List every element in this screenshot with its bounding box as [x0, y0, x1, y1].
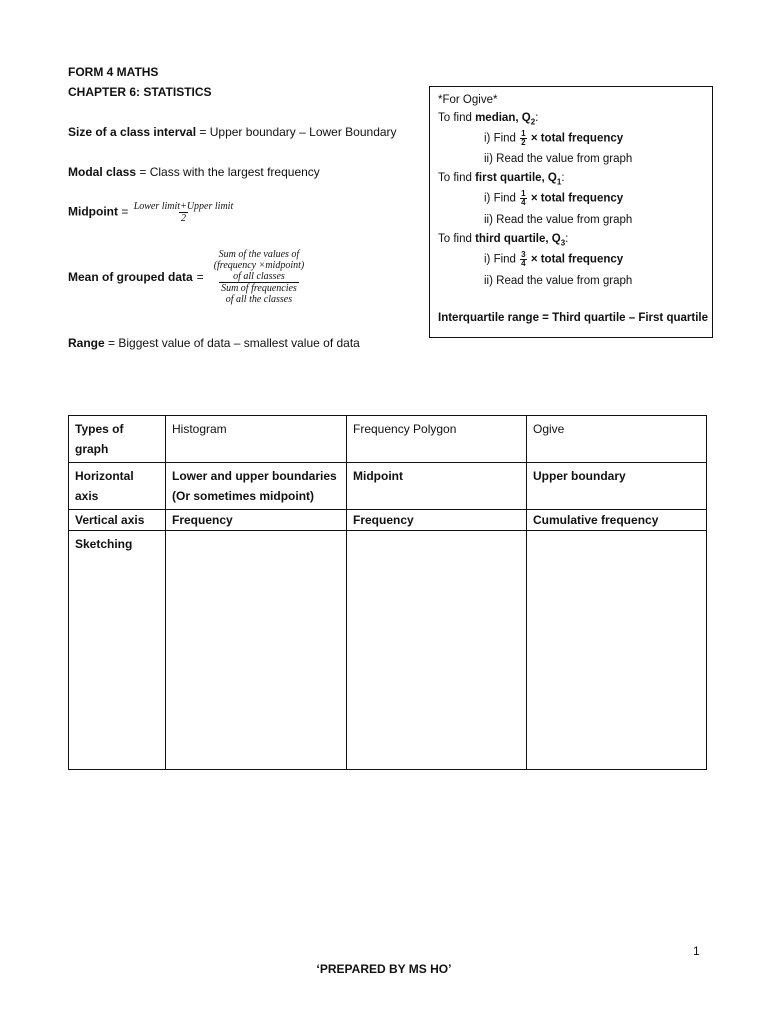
heading-bold: median, Q: [475, 112, 531, 124]
mean-numerator-line: Sum of the values of: [218, 249, 300, 260]
table-cell: Upper boundary: [527, 463, 707, 510]
table-row: [69, 531, 707, 770]
q3-step-1: [484, 251, 623, 268]
formula-value: = Biggest value of data – smallest value of data: [108, 336, 360, 350]
mean-numerator-line: of all classes: [233, 271, 285, 282]
table-header-cell: Types of graph: [69, 416, 166, 463]
table-cell: Lower and upper boundaries (Or sometimes midpoint): [166, 463, 347, 510]
mean-numerator-line: (frequency ×midpoint): [213, 260, 305, 271]
formula-eq: =: [196, 269, 204, 284]
formula-label: Mean of grouped data: [68, 269, 193, 284]
formula-value: = Upper boundary – Lower Boundary: [199, 125, 397, 139]
median-heading: [438, 111, 538, 129]
median-step-1: [484, 130, 623, 147]
table-row: [69, 510, 707, 531]
table-cell: Frequency: [347, 510, 527, 531]
prepared-by: ‘PREPARED BY MS HO’: [316, 962, 452, 976]
midpoint-denominator: 2: [180, 213, 186, 224]
table-header-cell: Frequency Polygon: [347, 416, 527, 463]
ogive-box-title: *For Ogive*: [438, 94, 498, 106]
q1-step-1: [484, 190, 623, 207]
table-row: [69, 463, 707, 510]
fraction-denominator: 4: [521, 259, 526, 268]
table-cell: Horizontal axis: [69, 463, 166, 510]
step-suffix: × total frequency: [530, 132, 624, 145]
chapter-title: CHAPTER 6: STATISTICS: [68, 85, 212, 99]
heading-suffix: :: [565, 233, 569, 245]
midpoint-numerator: Lower limit+Upper limit: [133, 201, 234, 212]
step-prefix: i) Find: [484, 192, 516, 205]
mean-fraction: [212, 249, 307, 305]
formula-mean-grouped: [68, 249, 306, 305]
form-title: FORM 4 MATHS: [68, 65, 159, 79]
table-cell: Sketching: [69, 531, 166, 770]
mean-denominator: [219, 282, 299, 305]
fraction-denominator: 4: [521, 198, 526, 207]
formula-eq: =: [121, 204, 129, 219]
step-suffix: × total frequency: [530, 192, 624, 205]
fraction-numerator: 1: [521, 129, 526, 138]
formula-modal-class: [68, 165, 320, 180]
fraction-numerator: 1: [521, 189, 526, 198]
heading-bold: third quartile, Q: [475, 233, 561, 245]
sketch-area: [527, 531, 707, 770]
step-suffix: × total frequency: [530, 253, 624, 266]
table-cell: Vertical axis: [69, 510, 166, 531]
sketch-area: [166, 531, 347, 770]
ogive-info-box: [429, 86, 713, 338]
table-row: [69, 416, 707, 463]
table-header-cell: Histogram: [166, 416, 347, 463]
formula-size-class-interval: [68, 125, 397, 140]
formula-label: Size of a class interval: [68, 125, 197, 139]
q3-heading: [438, 232, 568, 250]
q1-heading: [438, 171, 565, 189]
formula-label: Modal class: [68, 165, 137, 179]
formula-label: Range: [68, 336, 105, 350]
formula-label: Midpoint: [68, 204, 118, 219]
median-step-2: ii) Read the value from graph: [484, 153, 633, 165]
table-cell: Frequency: [166, 510, 347, 531]
heading-prefix: To find: [438, 172, 476, 184]
table-cell: Cumulative frequency: [527, 510, 707, 531]
heading-bold: first quartile, Q: [475, 172, 557, 184]
q3-fraction: [520, 251, 526, 268]
graph-types-table: [68, 415, 707, 770]
heading-subscript: 1: [556, 177, 562, 187]
heading-prefix: To find: [438, 112, 476, 124]
mean-numerator: [212, 249, 307, 282]
fraction-denominator: 2: [521, 138, 526, 147]
q3-step-2: ii) Read the value from graph: [484, 275, 633, 287]
sketch-area: [347, 531, 527, 770]
mean-denominator-line: of all the classes: [225, 294, 293, 305]
interquartile-range: Interquartile range = Third quartile – First quartile: [438, 312, 708, 324]
heading-suffix: :: [561, 172, 565, 184]
heading-suffix: :: [535, 112, 539, 124]
midpoint-fraction: [132, 201, 236, 224]
median-fraction: [520, 130, 526, 147]
heading-prefix: To find: [438, 233, 476, 245]
mean-denominator-line: Sum of frequencies: [221, 283, 297, 294]
heading-subscript: 3: [560, 238, 566, 248]
q1-fraction: [520, 190, 526, 207]
heading-subscript: 2: [530, 117, 536, 127]
table-header-cell: Ogive: [527, 416, 707, 463]
formula-range: [68, 336, 360, 351]
q1-step-2: ii) Read the value from graph: [484, 214, 633, 226]
fraction-numerator: 3: [521, 250, 526, 259]
table-cell: Midpoint: [347, 463, 527, 510]
step-prefix: i) Find: [484, 132, 516, 145]
formula-midpoint: [68, 201, 235, 224]
page-number: 1: [693, 944, 700, 958]
step-prefix: i) Find: [484, 253, 516, 266]
formula-value: = Class with the largest frequency: [139, 165, 320, 179]
